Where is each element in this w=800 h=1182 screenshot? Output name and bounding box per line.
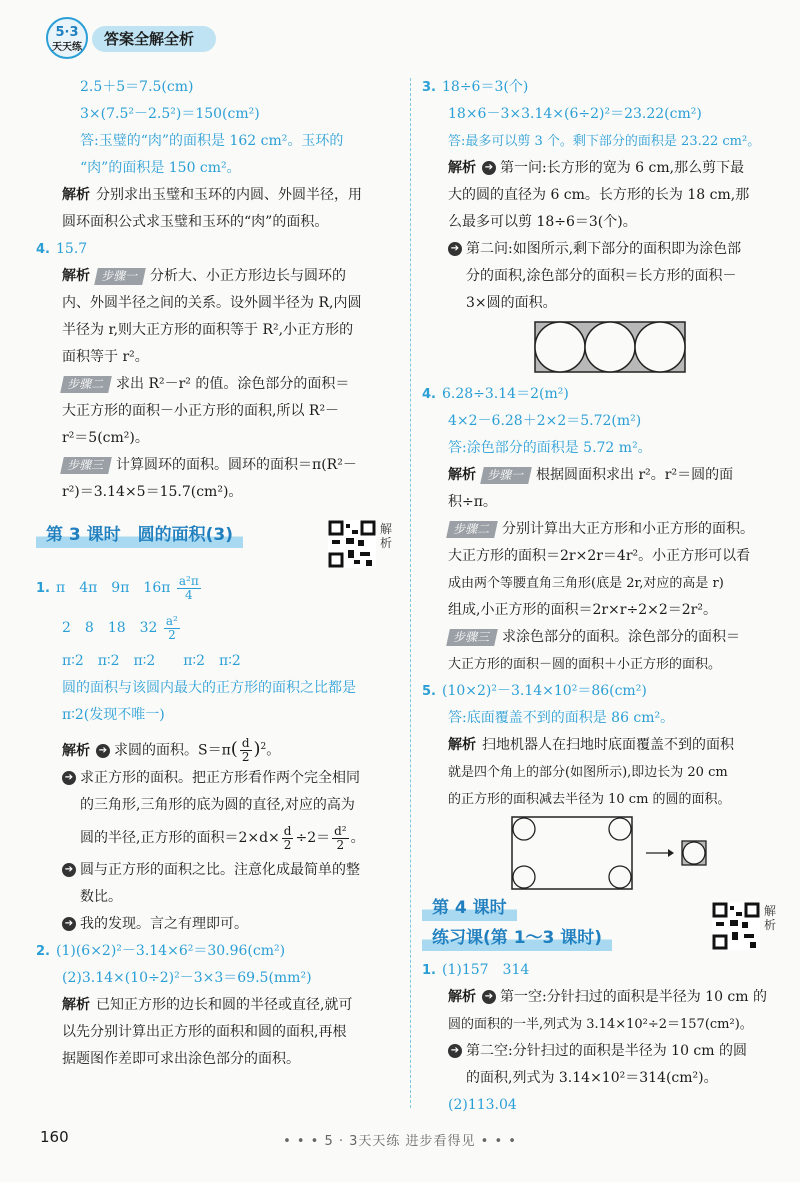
analysis-text: 计算圆环的面积。圆环的面积＝π(R²－	[116, 457, 357, 473]
analysis-line: 解析 ➔ 第一空:分针扫过的面积是半径为 10 cm 的	[448, 989, 767, 1005]
figure-three-circles	[422, 317, 782, 381]
step-badge: 步骤一	[480, 467, 532, 484]
lesson-title: 第 4 课时	[422, 895, 517, 921]
qr-code-icon[interactable]	[328, 520, 376, 568]
question-4	[36, 236, 398, 263]
answer-line: 答:涂色部分的面积是 5.72 m²。	[448, 440, 652, 456]
column-divider	[410, 78, 411, 1108]
analysis-line: 面积等于 r²。	[62, 349, 149, 365]
analysis-line: 圆的面积的一半,列式为 3.14×10²÷2＝157(cm²)。	[448, 1017, 753, 1032]
analysis-line: 么最多可以剪 18÷6＝3(个)。	[448, 214, 637, 230]
header-banner: 答案全解全析	[92, 26, 216, 52]
arrow-icon: ➔	[448, 1044, 462, 1058]
lesson-subtitle: 练习课(第 1～3 课时)	[422, 925, 612, 951]
fraction: $\frac{\text{a²π}}{4}$	[178, 573, 199, 602]
analysis-line: 步骤二 分别计算出大正方形和小正方形的面积。	[422, 516, 782, 543]
question-1: 1. (1)157 314	[422, 957, 782, 984]
analysis-tag: 解析	[448, 737, 476, 753]
analysis-line: 据题图作差即可求出涂色部分的面积。	[62, 1051, 300, 1067]
answer-line: 答:最多可以剪 3 个。剩下部分的面积是 23.22 cm²。	[448, 134, 761, 149]
step-badge: 步骤三	[60, 457, 112, 474]
analysis-line: 3×圆的面积。	[466, 295, 557, 311]
right-column	[422, 74, 782, 1119]
fraction: $\frac{\text{a²}}{2}$	[165, 613, 178, 642]
analysis-line: 解析 已知正方形的边长和圆的半径或直径,就可	[62, 997, 353, 1013]
fraction: $\frac{d}{2}$	[283, 823, 292, 852]
analysis-line: 数比。	[80, 889, 122, 905]
qr-code-icon[interactable]	[712, 902, 760, 950]
analysis-line: ➔ 圆与正方形的面积之比。注意化成最简单的整	[36, 857, 398, 884]
arrow-icon: ➔	[62, 771, 76, 785]
answer-line: 2.5＋5＝7.5(cm)	[80, 79, 194, 95]
analysis-line	[36, 182, 398, 209]
answer-line: 4×2－6.28＋2×2＝5.72(m²)	[448, 413, 642, 429]
analysis-line: 以先分别计算出正方形的面积和圆的面积,再根	[62, 1024, 347, 1040]
page-number: 160	[40, 1128, 69, 1146]
question-number: 4.	[422, 387, 436, 402]
question-5: 5. (10×2)²－3.14×10²＝86(cm²)	[422, 678, 782, 705]
question-number: 5.	[422, 684, 436, 699]
arrow-icon: ➔	[62, 917, 76, 931]
analysis-line: 解析 扫地机器人在扫地时底面覆盖不到的面积	[448, 737, 734, 753]
analysis-tag: 解析	[448, 160, 476, 176]
answer-line: 答:玉璧的“肉”的面积是 162 cm²。玉环的	[80, 133, 344, 149]
answer-row: 2 8 18 32 $\frac{\text{a²}}{2}$	[62, 613, 178, 642]
arrow-icon: ➔	[62, 863, 76, 877]
analysis-line: 积÷π。	[448, 494, 497, 510]
analysis-line: 的正方形的面积减去半径为 10 cm 的圆的面积。	[448, 792, 731, 807]
fraction: $\frac{\text{d²}}{2}$	[334, 823, 347, 852]
analysis-tag: 解析	[448, 989, 476, 1005]
brand-logo	[42, 16, 92, 60]
question-number: 2.	[36, 944, 50, 959]
analysis-line: 组成,小正方形的面积＝2r×r÷2×2＝2r²。	[448, 602, 717, 618]
fraction: $\frac{d}{2}$	[241, 736, 250, 765]
analysis-tag: 解析	[62, 187, 90, 203]
analysis-line	[36, 263, 398, 290]
qr-label: 解析	[764, 904, 777, 932]
lesson-title: 第 3 课时 圆的面积(3)	[36, 522, 243, 548]
analysis-line: ➔ 第二空:分针扫过的面积是半径为 10 cm 的圆	[422, 1038, 782, 1065]
question-1	[36, 568, 398, 608]
analysis-line: 就是四个角上的部分(如图所示),即边长为 20 cm	[448, 765, 728, 780]
answer-line: “肉”的面积是 150 cm²。	[80, 160, 241, 176]
analysis-line: 内、外圆半径之间的关系。设外圆半径为 R,内圆	[62, 295, 362, 311]
question-3: 3. 18÷6＝3(个)	[422, 74, 782, 101]
figure-corner-circles	[422, 813, 782, 893]
analysis-line: 大正方形的面积－小正方形的面积,所以 R²－	[62, 403, 340, 419]
answer-line: 18×6－3×3.14×(6÷2)²＝23.22(cm²)	[448, 106, 702, 122]
analysis-line: 圆环面积公式求玉璧和玉环的“肉”的面积。	[62, 214, 329, 230]
svg-text:天天练: 天天练	[52, 42, 82, 53]
analysis-tag: 解析	[62, 268, 90, 284]
arrow-icon: ➔	[96, 744, 110, 758]
analysis-line: ➔ 我的发现。言之有理即可。	[36, 911, 398, 938]
answer-line: 3×(7.5²－2.5²)＝150(cm²)	[80, 106, 260, 122]
arrow-icon: ➔	[482, 161, 496, 175]
answer-row: π∶2 π∶2 π∶2 π∶2 π∶2	[62, 653, 241, 669]
analysis-line	[36, 371, 398, 398]
step-badge: 步骤二	[60, 376, 112, 393]
step-badge: 步骤三	[446, 629, 498, 646]
analysis-line: 成由两个等腰直角三角形(底是 2r,对应的高是 r)	[448, 576, 724, 591]
analysis-line: r²＝5(cm²)。	[62, 430, 149, 446]
analysis-line: 解析 ➔ 第一问:长方形的宽为 6 cm,那么剪下最	[448, 160, 745, 176]
analysis-text: 求出 R²－r² 的值。涂色部分的面积＝	[116, 376, 350, 392]
answer-line: 圆的面积与该圆内最大的正方形的面积之比都是	[62, 680, 356, 696]
analysis-line: 大正方形的面积－圆的面积＋小正方形的面积。	[448, 657, 722, 672]
analysis-line: 的三角形,三角形的底为圆的直径,对应的高为	[80, 797, 355, 813]
analysis-line	[36, 452, 398, 479]
analysis-tag: 解析	[448, 467, 476, 483]
analysis-tag: 解析	[62, 742, 90, 759]
left-column	[36, 74, 398, 1073]
question-number: 1.	[422, 963, 436, 978]
analysis-line: 的面积,列式为 3.14×10²＝314(cm²)。	[466, 1070, 718, 1086]
step-badge: 步骤一	[94, 268, 146, 285]
step-badge: 步骤二	[446, 521, 498, 538]
question-4: 4. 6.28÷3.14＝2(m²)	[422, 381, 782, 408]
analysis-line: 解析 ➔ 求圆的面积。S＝π( $\frac{d}{2}$ )$^2$。	[62, 736, 281, 765]
analysis-line: 大的圆的直径为 6 cm。长方形的长为 18 cm,那	[448, 187, 750, 203]
analysis-line: r²)＝3.14×5＝15.7(cm²)。	[62, 484, 243, 500]
answer-line: (2)3.14×(10÷2)²－3×3＝69.5(mm²)	[62, 970, 312, 986]
analysis-line: 步骤三 求涂色部分的面积。涂色部分的面积＝	[422, 624, 782, 651]
question-number: 3.	[422, 80, 436, 95]
analysis-line: 大正方形的面积＝2r×2r＝4r²。小正方形可以看	[448, 548, 751, 564]
footer-slogan: • • • 5 · 3天天练 进步看得见 • • •	[283, 1134, 517, 1149]
analysis-line: 半径为 r,则大正方形的面积等于 R²,小正方形的	[62, 322, 354, 338]
rectangle-circles-diagram	[534, 321, 694, 377]
analysis-text: 分别求出玉璧和玉环的内圆、外圆半径，用	[96, 187, 362, 203]
square-corners-diagram	[510, 815, 720, 893]
qr-label: 解析	[380, 522, 393, 550]
analysis-line: 分的面积,涂色部分的面积＝长方形的面积－	[466, 268, 737, 284]
answer-line: (2)113.04	[448, 1097, 517, 1113]
arrow-icon: ➔	[482, 990, 496, 1004]
answer-row: π 4π 9π 16π	[56, 580, 171, 596]
question-2: 2. (1)(6×2)²－3.14×6²＝30.96(cm²)	[36, 938, 398, 965]
analysis-line: ➔ 求正方形的面积。把正方形看作两个完全相同	[36, 765, 398, 792]
analysis-text: 分析大、小正方形边长与圆环的	[150, 268, 347, 284]
svg-text:5·3: 5·3	[55, 25, 79, 40]
answer-value: 15.7	[56, 241, 88, 257]
answer-line: 答:底面覆盖不到的面积是 86 cm²。	[448, 710, 675, 726]
analysis-line: ➔ 第二问:如图所示,剩下部分的面积即为涂色部	[422, 236, 782, 263]
analysis-line: 解析 步骤一 根据圆面积求出 r²。r²＝圆的面	[448, 467, 734, 483]
arrow-icon: ➔	[448, 242, 462, 256]
question-number: 4.	[36, 242, 50, 257]
question-number: 1.	[36, 581, 50, 596]
answer-line: π∶2(发现不唯一)	[62, 707, 165, 723]
analysis-tag: 解析	[62, 997, 90, 1013]
analysis-line: 圆的半径,正方形的面积＝2×d× $\frac{d}{2}$ ÷2＝ $\frac{\text{d²}}{2}$ 。	[80, 823, 365, 852]
